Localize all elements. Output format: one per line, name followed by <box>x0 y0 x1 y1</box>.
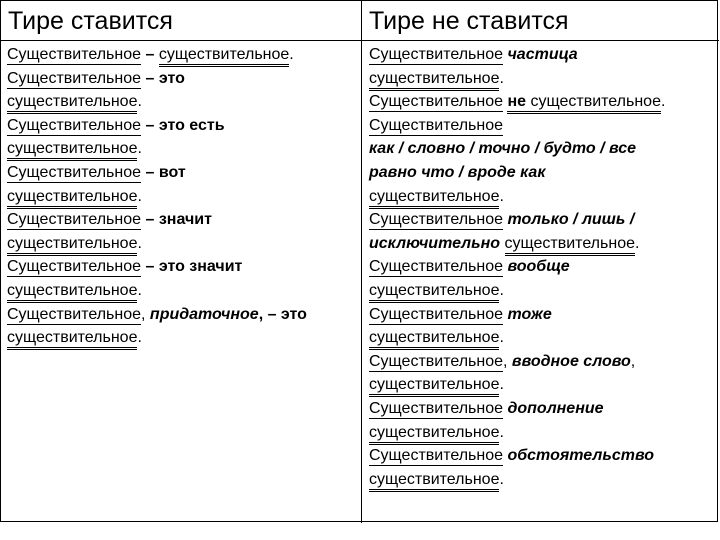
header-dash-not-used: Тире не ставится <box>369 7 569 35</box>
subject: Существительное <box>369 116 504 134</box>
adverbial-modifier: обстоятельство <box>503 447 654 465</box>
predicate: существительное <box>7 188 137 209</box>
left-line-4 <box>7 114 359 138</box>
punct: , <box>503 352 512 370</box>
left-line-5 <box>7 137 359 161</box>
punct: . <box>634 234 640 252</box>
predicate: существительное <box>369 70 499 91</box>
connector: , – это <box>258 305 307 323</box>
left-line-1 <box>7 43 359 67</box>
punct: , <box>630 352 636 370</box>
right-line-7 <box>369 185 717 209</box>
punct: . <box>289 46 294 63</box>
left-line-10 <box>7 255 359 279</box>
punct: . <box>137 93 142 111</box>
predicate: существительное <box>7 235 137 256</box>
subject: Существительное <box>369 211 504 229</box>
left-line-2 <box>7 67 359 91</box>
right-line-11 <box>369 279 717 303</box>
left-line-11 <box>7 279 359 303</box>
left-line-12 <box>7 303 359 327</box>
punct: . <box>499 423 504 441</box>
right-line-14 <box>369 350 717 374</box>
header-dash-used: Тире ставится <box>8 7 173 35</box>
right-line-8 <box>369 208 717 232</box>
predicate: существительное <box>505 235 635 256</box>
left-column <box>7 43 359 350</box>
right-line-18 <box>369 444 717 468</box>
right-column <box>369 43 717 491</box>
introductory-word: вводное слово <box>511 352 631 370</box>
predicate: существительное <box>369 282 499 303</box>
subject: Существительное <box>369 305 504 323</box>
predicate: существительное <box>531 93 661 114</box>
subject: Существительное <box>7 46 142 63</box>
particles: только / лишь / <box>503 211 635 229</box>
right-line-17 <box>369 421 717 445</box>
predicate: существительное <box>159 46 289 67</box>
right-line-15 <box>369 373 717 397</box>
left-line-9 <box>7 232 359 256</box>
right-line-16 <box>369 397 717 421</box>
punct: . <box>499 470 504 488</box>
connector: – это значит <box>141 258 243 276</box>
right-line-5 <box>369 137 717 161</box>
subject: Существительное <box>7 163 142 181</box>
negation: не <box>507 93 526 114</box>
comparative-conjunctions-cont: равно что / вроде как <box>369 163 546 181</box>
right-line-6 <box>369 161 717 185</box>
subject: Существительное <box>7 305 142 323</box>
left-line-8 <box>7 208 359 232</box>
connector: – вот <box>141 163 186 181</box>
subject: Существительное <box>369 352 504 370</box>
punct: . <box>137 329 142 347</box>
punct: . <box>499 281 504 299</box>
subject: Существительное <box>7 258 142 276</box>
particle: исключительно <box>369 234 501 252</box>
space <box>526 93 530 114</box>
predicate: существительное <box>7 93 137 114</box>
punct: . <box>137 281 142 299</box>
predicate: существительное <box>369 424 499 445</box>
comparative-conjunctions: как / словно / точно / будто / все <box>369 140 637 158</box>
punct: , <box>141 305 150 323</box>
right-line-2 <box>369 67 717 91</box>
subject: Существительное <box>369 258 504 276</box>
punct: . <box>499 329 504 347</box>
connector: – это <box>141 69 185 87</box>
modifier: частица <box>503 46 578 63</box>
punct: . <box>137 234 142 252</box>
subject: Существительное <box>7 69 142 87</box>
connector: – значит <box>141 211 212 229</box>
clause: придаточное <box>149 305 259 323</box>
punct: . <box>660 93 666 111</box>
right-line-4 <box>369 114 717 138</box>
predicate: существительное <box>7 140 137 161</box>
adverb: вообще <box>503 258 570 276</box>
left-line-7 <box>7 185 359 209</box>
column-divider <box>361 1 362 523</box>
left-line-13 <box>7 326 359 350</box>
subject: Существительное <box>369 46 504 63</box>
space <box>500 235 504 252</box>
left-line-6 <box>7 161 359 185</box>
subject: Существительное <box>7 116 142 134</box>
right-line-19 <box>369 468 717 492</box>
predicate: существительное <box>369 471 499 492</box>
predicate: существительное <box>369 329 499 350</box>
adverb: тоже <box>503 305 552 323</box>
subject: Существительное <box>7 211 142 229</box>
punct: . <box>499 376 504 394</box>
punct: . <box>499 187 504 205</box>
right-line-10 <box>369 255 717 279</box>
right-line-3 <box>369 90 717 114</box>
header-divider <box>1 40 719 41</box>
punct: . <box>137 187 142 205</box>
right-line-12 <box>369 303 717 327</box>
right-line-13 <box>369 326 717 350</box>
subject: Существительное <box>369 399 504 417</box>
dash: – <box>141 46 159 63</box>
punct: . <box>137 140 142 158</box>
right-line-1 <box>369 43 717 67</box>
punct: . <box>499 69 504 87</box>
subject: Существительное <box>369 93 504 111</box>
predicate: существительное <box>7 282 137 303</box>
left-line-3 <box>7 90 359 114</box>
right-line-9 <box>369 232 717 256</box>
predicate: существительное <box>7 329 137 350</box>
predicate: существительное <box>369 376 499 397</box>
predicate: существительное <box>369 188 499 209</box>
object: дополнение <box>503 399 604 417</box>
connector: – это есть <box>141 116 225 134</box>
subject: Существительное <box>369 447 504 465</box>
